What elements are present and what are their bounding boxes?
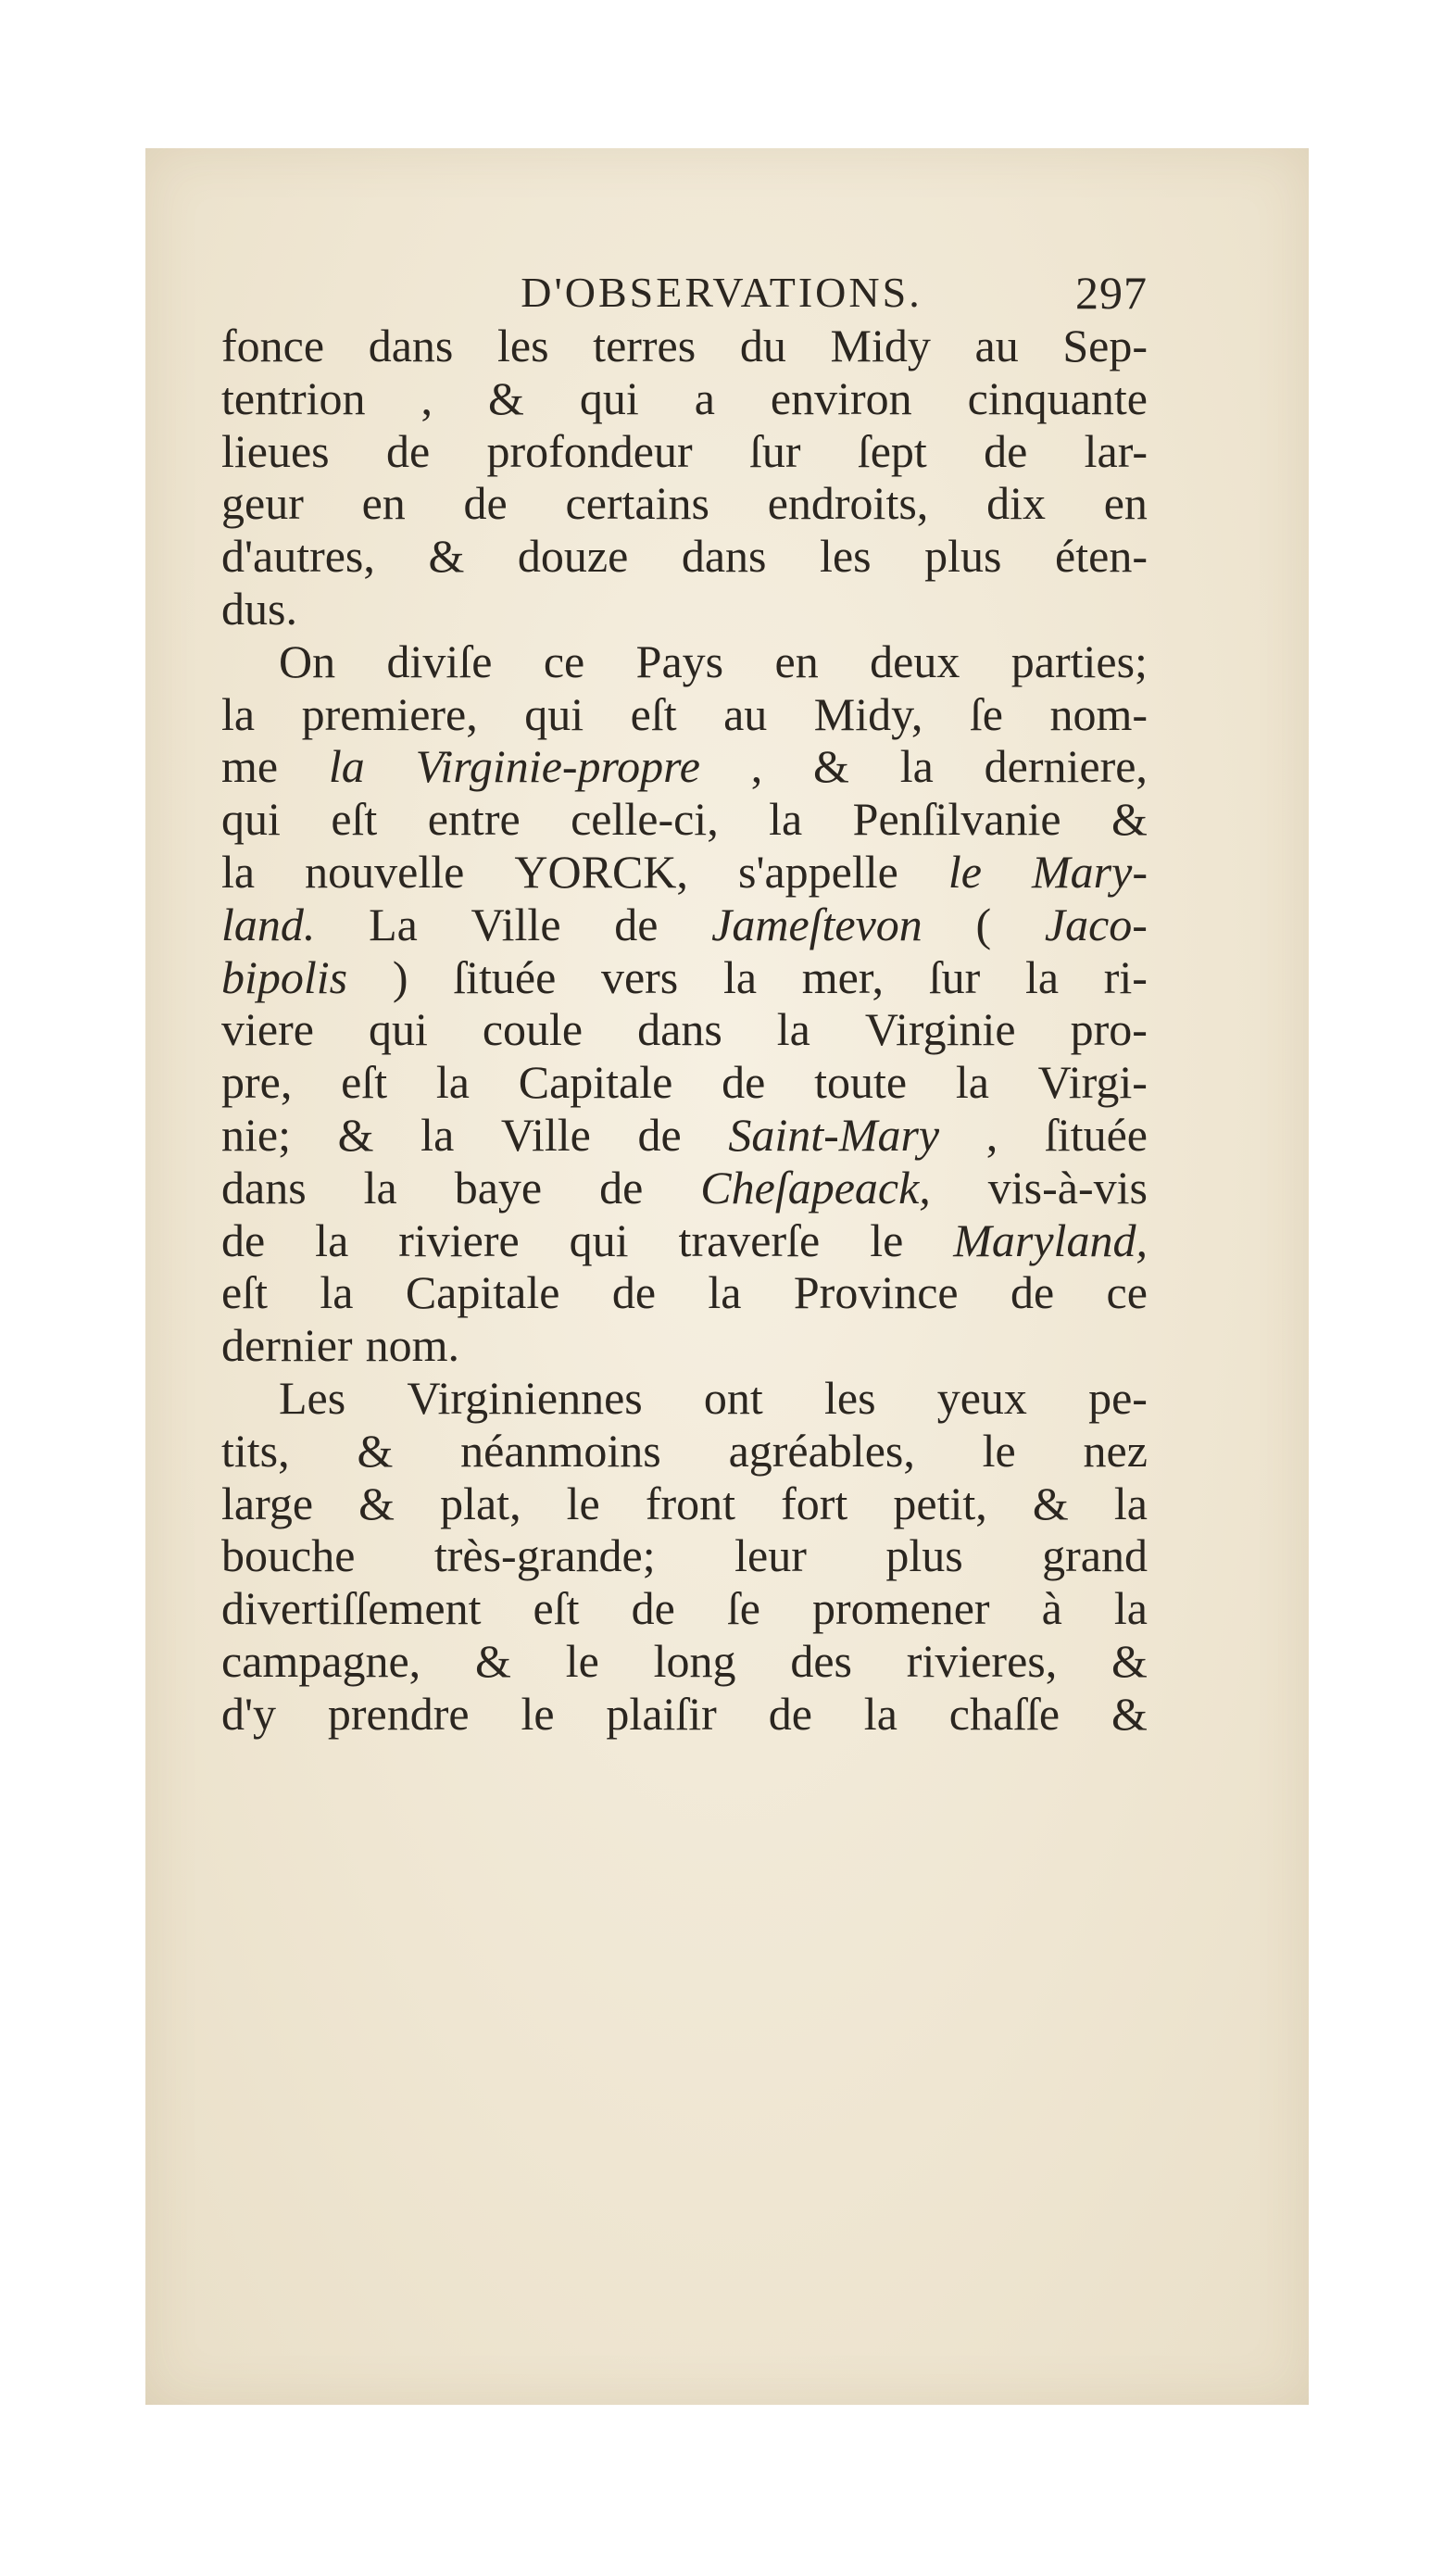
word: parties; <box>1010 635 1148 687</box>
word: Virginie-propre <box>415 740 700 793</box>
word: ſur <box>748 424 801 477</box>
word: cinquante <box>967 371 1148 424</box>
word: ſur <box>928 950 981 1003</box>
word: toute <box>814 1056 908 1109</box>
text-line <box>221 372 1148 425</box>
word: au <box>723 687 768 740</box>
word: bipolis <box>221 950 348 1003</box>
running-head-title: D'OBSERVATIONS. <box>521 269 923 316</box>
word: divertiſſement <box>221 1582 482 1635</box>
word: les <box>496 320 549 371</box>
word: ſept <box>857 424 927 477</box>
word: de <box>631 1582 675 1635</box>
word: a <box>694 371 715 424</box>
word: environ <box>770 371 912 424</box>
word: ſituée <box>453 950 557 1003</box>
page-number: 297 <box>1075 267 1148 319</box>
word: la <box>722 950 758 1003</box>
word: de <box>984 424 1028 477</box>
word: yeux <box>936 1371 1027 1424</box>
word: diviſe <box>386 635 493 687</box>
word: Virgi- <box>1037 1056 1148 1109</box>
word: ri- <box>1103 950 1148 1003</box>
word: & <box>358 1477 395 1529</box>
word: & <box>487 371 524 424</box>
word: long <box>653 1634 736 1687</box>
text-line <box>221 1319 1148 1372</box>
word: la <box>221 845 256 898</box>
text-line <box>221 688 1148 741</box>
word: la <box>363 1161 397 1214</box>
word: la <box>955 1056 989 1109</box>
text-line <box>221 583 1148 635</box>
word: geur <box>221 477 304 530</box>
word: vers <box>600 950 679 1003</box>
word: ) <box>392 950 408 1003</box>
word: & <box>337 1108 374 1161</box>
word: au <box>974 320 1019 371</box>
word: ce <box>543 635 585 687</box>
word: prendre <box>327 1687 470 1740</box>
word: Saint-Mary <box>728 1108 940 1161</box>
word: dans <box>368 320 454 371</box>
word: , <box>985 1108 998 1161</box>
word: viere <box>221 1003 314 1056</box>
word: la <box>435 1056 470 1109</box>
word: me <box>221 740 279 793</box>
word: Pays <box>635 635 724 687</box>
text-line <box>221 1478 1148 1530</box>
word: entre <box>427 793 521 846</box>
word: Province <box>793 1266 959 1319</box>
word: derniere, <box>984 740 1148 793</box>
text-line <box>221 320 1148 372</box>
word: YORCK, <box>514 845 688 898</box>
word: la <box>708 1266 742 1319</box>
word: le <box>565 1634 599 1687</box>
word: pro- <box>1070 1003 1148 1056</box>
word: Cheſapeack, <box>700 1161 931 1214</box>
text-line <box>221 1635 1148 1688</box>
word: ſituée <box>1044 1108 1148 1161</box>
word: dans <box>681 530 767 583</box>
word: plat, <box>440 1477 521 1529</box>
page-text <box>221 267 1148 1741</box>
word: Les <box>279 1371 346 1424</box>
word: terres <box>593 320 697 371</box>
word: nom- <box>1049 687 1148 740</box>
word: Mary- <box>1032 845 1148 898</box>
word: la <box>1113 1477 1148 1529</box>
word: lar- <box>1084 424 1148 477</box>
word: grand <box>1042 1529 1148 1582</box>
running-head <box>221 267 1148 320</box>
word: de <box>768 1687 812 1740</box>
word: traverſe <box>678 1214 821 1266</box>
word: de <box>463 477 508 530</box>
word: dernier <box>221 1319 353 1372</box>
word: Ville <box>500 1108 591 1161</box>
word: qui <box>569 1214 629 1266</box>
word: plus <box>924 530 1002 583</box>
word: dans <box>221 1161 307 1214</box>
word: la <box>863 1687 897 1740</box>
word: la <box>315 1214 349 1266</box>
word: Jaco- <box>1044 898 1148 950</box>
word: le <box>521 1687 555 1740</box>
text-line <box>221 1109 1148 1162</box>
word: Midy <box>830 320 931 371</box>
text-line <box>221 1372 1148 1425</box>
word: la <box>776 1003 810 1056</box>
word: coule <box>482 1003 584 1056</box>
word: front <box>645 1477 736 1529</box>
word: mer, <box>801 950 885 1003</box>
word: premiere, <box>301 687 478 740</box>
word: ſe <box>726 1582 760 1635</box>
book-page <box>145 148 1309 2405</box>
word: ce <box>1106 1266 1148 1319</box>
word: la <box>1113 1582 1148 1635</box>
text-line <box>221 425 1148 478</box>
word: Sep- <box>1062 320 1148 371</box>
word: qui <box>579 371 639 424</box>
word: La <box>369 898 418 950</box>
word: & <box>813 740 849 793</box>
word: dix <box>986 477 1046 530</box>
word: néanmoins <box>460 1424 661 1477</box>
text-line <box>221 1056 1148 1109</box>
word: petit, <box>893 1477 987 1529</box>
word: les <box>824 1371 876 1424</box>
word: eſt <box>630 687 677 740</box>
word: eſt <box>341 1056 388 1109</box>
word: baye <box>454 1161 543 1214</box>
word: Penſilvanie <box>852 793 1061 846</box>
word: ( <box>975 898 992 950</box>
word: éten- <box>1055 530 1148 583</box>
word: nom. <box>365 1319 459 1372</box>
word: la <box>221 687 256 740</box>
word: & <box>357 1424 394 1477</box>
word: Ville <box>471 898 561 950</box>
word: eſt <box>533 1582 580 1635</box>
word: de <box>611 1266 657 1319</box>
word: & <box>474 1634 511 1687</box>
word: certains <box>565 477 709 530</box>
text-line <box>221 1214 1148 1267</box>
word: des <box>790 1634 852 1687</box>
word: en <box>1103 477 1148 530</box>
word: dus. <box>221 582 297 635</box>
word: la <box>899 740 934 793</box>
word: la <box>769 793 803 846</box>
text-line <box>221 477 1148 530</box>
text-line <box>221 1529 1148 1582</box>
text-line <box>221 635 1148 688</box>
word: land. <box>221 898 316 950</box>
text-line <box>221 951 1148 1004</box>
word: à <box>1041 1582 1062 1635</box>
word: deux <box>870 635 960 687</box>
text-line <box>221 793 1148 846</box>
word: promener <box>812 1582 990 1635</box>
word: douze <box>517 530 629 583</box>
word: la <box>328 740 365 793</box>
text-line <box>221 740 1148 793</box>
word: ſe <box>969 687 1003 740</box>
word: campagne, <box>221 1634 421 1687</box>
word: , <box>420 371 433 424</box>
word: tentrion <box>221 371 366 424</box>
word: de <box>1010 1266 1055 1319</box>
word: qui <box>368 1003 428 1056</box>
word: large <box>221 1477 314 1529</box>
word: très-grande; <box>433 1529 656 1582</box>
word: Midy, <box>813 687 923 740</box>
word: agréables, <box>728 1424 915 1477</box>
word: eſt <box>331 793 378 846</box>
word: ont <box>703 1371 763 1424</box>
word: chaſſe <box>948 1687 1061 1740</box>
word: pre, <box>221 1056 293 1109</box>
word: Virginie <box>864 1003 1016 1056</box>
word: Capitale <box>518 1056 673 1109</box>
text-line <box>221 899 1148 951</box>
word: qui <box>524 687 584 740</box>
word: la <box>1024 950 1060 1003</box>
word: en <box>774 635 819 687</box>
word: lieues <box>221 424 330 477</box>
word: endroits, <box>767 477 929 530</box>
word: bouche <box>221 1529 356 1582</box>
word: de <box>385 424 431 477</box>
body-text <box>221 320 1148 1741</box>
word: celle-ci, <box>571 793 719 846</box>
word: Maryland, <box>953 1214 1148 1266</box>
word: leur <box>734 1529 807 1582</box>
word: & <box>1032 1477 1069 1529</box>
word: le <box>870 1214 904 1266</box>
word: du <box>739 320 786 371</box>
word: pe- <box>1088 1371 1148 1424</box>
text-line <box>221 1162 1148 1214</box>
word: & <box>1111 793 1148 846</box>
word: & <box>1111 1687 1148 1740</box>
text-line <box>221 1582 1148 1635</box>
word: nie; <box>221 1108 291 1161</box>
text-line <box>221 1688 1148 1741</box>
word: vis-à-vis <box>987 1161 1148 1214</box>
word: d'y <box>221 1687 277 1740</box>
word: s'appelle <box>737 845 898 898</box>
word: , <box>750 740 763 793</box>
word: plus <box>885 1529 963 1582</box>
word: fonce <box>221 320 325 371</box>
word: nez <box>1083 1424 1148 1477</box>
word: les <box>820 530 872 583</box>
word: dans <box>637 1003 722 1056</box>
word: le <box>982 1424 1016 1477</box>
word: plaiſir <box>606 1687 717 1740</box>
word: en <box>361 477 406 530</box>
text-line <box>221 1425 1148 1478</box>
word: qui <box>221 793 281 846</box>
word: & <box>1111 1634 1148 1687</box>
word: de <box>599 1161 644 1214</box>
word: Capitale <box>405 1266 560 1319</box>
text-line <box>221 1266 1148 1319</box>
word: le <box>566 1477 600 1529</box>
word: rivieres, <box>906 1634 1058 1687</box>
word: la <box>320 1266 354 1319</box>
text-line <box>221 846 1148 899</box>
text-line <box>221 530 1148 583</box>
word: Jameſtevon <box>711 898 923 950</box>
word: de <box>221 1214 266 1266</box>
word: profondeur <box>486 424 693 477</box>
word: riviere <box>398 1214 520 1266</box>
word: tits, <box>221 1424 290 1477</box>
word: d'autres, <box>221 530 375 583</box>
word: nouvelle <box>305 845 465 898</box>
word: On <box>279 635 336 687</box>
word: la <box>420 1108 455 1161</box>
word: de <box>637 1108 682 1161</box>
text-line <box>221 1003 1148 1056</box>
word: de <box>614 898 659 950</box>
word: de <box>722 1056 766 1109</box>
word: le <box>948 845 982 898</box>
word: eſt <box>221 1266 268 1319</box>
word: fort <box>781 1477 848 1529</box>
word: Virginiennes <box>407 1371 643 1424</box>
word: & <box>428 530 465 583</box>
